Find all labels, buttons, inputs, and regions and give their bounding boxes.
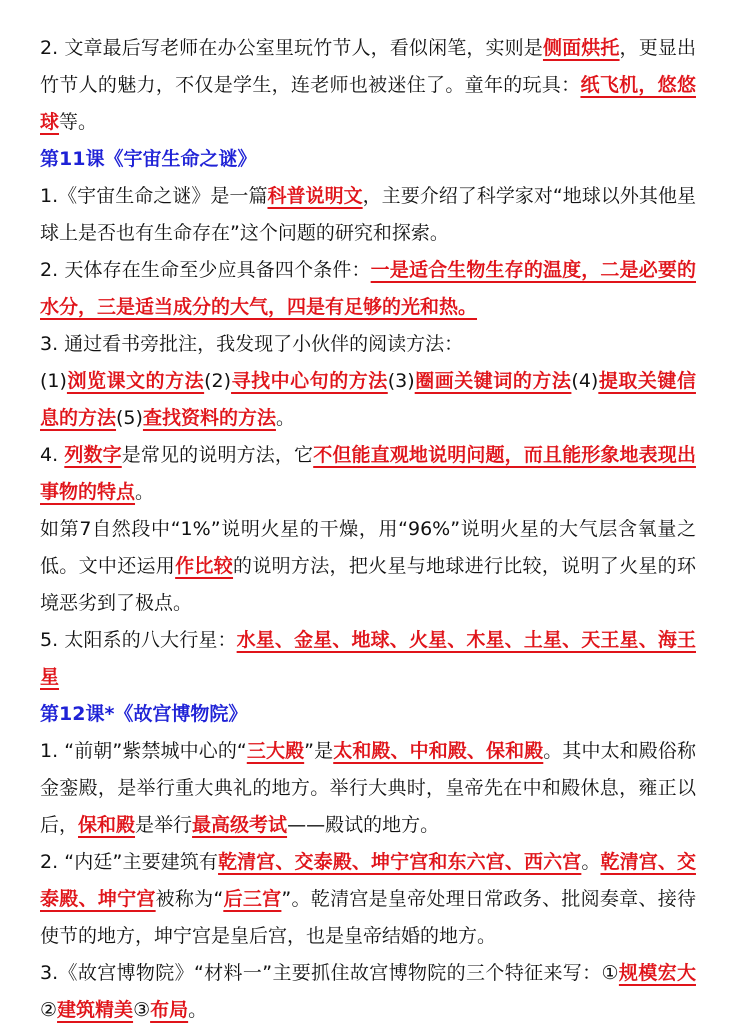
body-text: 的说明方法，把火星与地球进行比较，说明了火星的环境恶劣到了极点。 bbox=[40, 555, 696, 614]
body-text: 是常见的说明方法，它 bbox=[121, 444, 314, 466]
note-paragraph bbox=[40, 733, 696, 844]
answer-highlight: 乾清宫、交泰殿、坤宁宫和东六宫、西六宫 bbox=[218, 851, 582, 873]
answer-highlight: 最高级考试 bbox=[192, 814, 288, 836]
body-text: ——殿试的地方。 bbox=[287, 814, 440, 836]
body-text: ”。乾清宫是皇帝处理日常政务、批阅奏章、接待使节的地方，坤宁宫是皇后宫，也是皇帝结婚的地方。 bbox=[40, 888, 696, 947]
answer-highlight: 乾清宫、交泰殿、坤宁宫 bbox=[40, 851, 696, 910]
answer-highlight: 保和殿 bbox=[78, 814, 136, 836]
body-text: 如第7自然段中“1%”说明火星的干燥，用“96%”说明火星的大气层含氧量之低。文中还运用 bbox=[40, 518, 696, 577]
lesson-heading: 第11课《宇宙生命之谜》 bbox=[40, 148, 257, 170]
body-text: 2. 天体存在生命至少应具备四个条件： bbox=[40, 259, 371, 281]
note-paragraph bbox=[40, 844, 696, 955]
answer-highlight: 列数字 bbox=[64, 444, 122, 466]
body-text: 2. “内廷”主要建筑有 bbox=[40, 851, 219, 873]
answer-highlight: 水星、金星、地球、火星、木星、土星、天王星、海王星 bbox=[40, 629, 696, 688]
body-text: 2. 文章最后写老师在办公室里玩竹节人，看似闲笔，实则是 bbox=[40, 37, 543, 59]
body-text: 1.《宇宙生命之谜》是一篇 bbox=[40, 185, 268, 207]
body-text: 。 bbox=[581, 851, 601, 873]
body-text: ，主要介绍了科学家对“地球以外其他星球上是否也有生命存在”这个问题的研究和探索。 bbox=[40, 185, 696, 244]
body-text: 是举行 bbox=[135, 814, 193, 836]
body-text: ，更显出竹节人的魅力，不仅是学生，连老师也被迷住了。童年的玩具： bbox=[40, 37, 696, 96]
body-text: 5. 太阳系的八大行星： bbox=[40, 629, 237, 651]
body-text: 。 bbox=[188, 999, 208, 1021]
answer-highlight: 侧面烘托 bbox=[542, 37, 620, 59]
body-text: 。 bbox=[275, 407, 295, 429]
answer-highlight: 寻找中心句的方法 bbox=[231, 370, 388, 392]
body-text: 3.《故宫博物院》“材料一”主要抓住故宫博物院的三个特征来写：① bbox=[40, 962, 619, 984]
body-text: (3) bbox=[387, 370, 415, 392]
note-paragraph bbox=[40, 437, 696, 511]
answer-highlight: 后三宫 bbox=[223, 888, 282, 910]
body-text: 4. bbox=[40, 444, 65, 466]
body-text: 。其中太和殿俗称金銮殿，是举行重大典礼的地方。举行大典时，皇帝先在中和殿休息，雍正以后， bbox=[40, 740, 696, 836]
body-text: ③ bbox=[133, 999, 151, 1021]
body-text: 被称为“ bbox=[155, 888, 224, 910]
answer-highlight: 布局 bbox=[150, 999, 189, 1021]
body-text: (4) bbox=[571, 370, 599, 392]
body-text: ”是 bbox=[304, 740, 334, 762]
answer-highlight: 科普说明文 bbox=[267, 185, 363, 207]
body-text: ② bbox=[40, 999, 58, 1021]
body-text: (1) bbox=[40, 370, 67, 392]
answer-highlight: 规模宏大 bbox=[618, 962, 696, 984]
answer-highlight: 纸飞机，悠悠球 bbox=[40, 74, 696, 133]
answer-highlight: 不但能直观地说明问题，而且能形象地表现出事物的特点 bbox=[40, 444, 696, 503]
lesson-heading: 第12课*《故宫博物院》 bbox=[40, 703, 248, 725]
answer-highlight: 提取关键信息的方法 bbox=[40, 370, 696, 429]
body-text: 等。 bbox=[59, 111, 98, 133]
note-paragraph bbox=[40, 178, 696, 252]
answer-highlight: 圈画关键词的方法 bbox=[414, 370, 572, 392]
note-paragraph bbox=[40, 622, 696, 696]
note-paragraph bbox=[40, 955, 696, 1029]
note-paragraph bbox=[40, 252, 696, 326]
answer-highlight: 太和殿、中和殿、保和殿 bbox=[333, 740, 544, 762]
body-text: (2) bbox=[204, 370, 232, 392]
body-text: 。 bbox=[135, 481, 155, 503]
answer-highlight: 一是适合生物生存的温度，二是必要的水分，三是适当成分的大气，四是有足够的光和热。 bbox=[40, 259, 696, 318]
note-paragraph bbox=[40, 363, 696, 437]
body-text: 1. “前朝”紫禁城中心的“ bbox=[40, 740, 247, 762]
answer-highlight: 建筑精美 bbox=[57, 999, 134, 1021]
answer-highlight: 作比较 bbox=[175, 555, 234, 577]
note-paragraph bbox=[40, 511, 696, 622]
answer-highlight: 浏览课文的方法 bbox=[66, 370, 205, 392]
body-text: 3. 通过看书旁批注，我发现了小伙伴的阅读方法： bbox=[40, 333, 464, 355]
answer-highlight: 三大殿 bbox=[246, 740, 305, 762]
answer-highlight: 查找资料的方法 bbox=[142, 407, 276, 429]
note-paragraph bbox=[40, 326, 696, 363]
body-text: (5) bbox=[116, 407, 143, 429]
note-paragraph bbox=[40, 30, 696, 141]
